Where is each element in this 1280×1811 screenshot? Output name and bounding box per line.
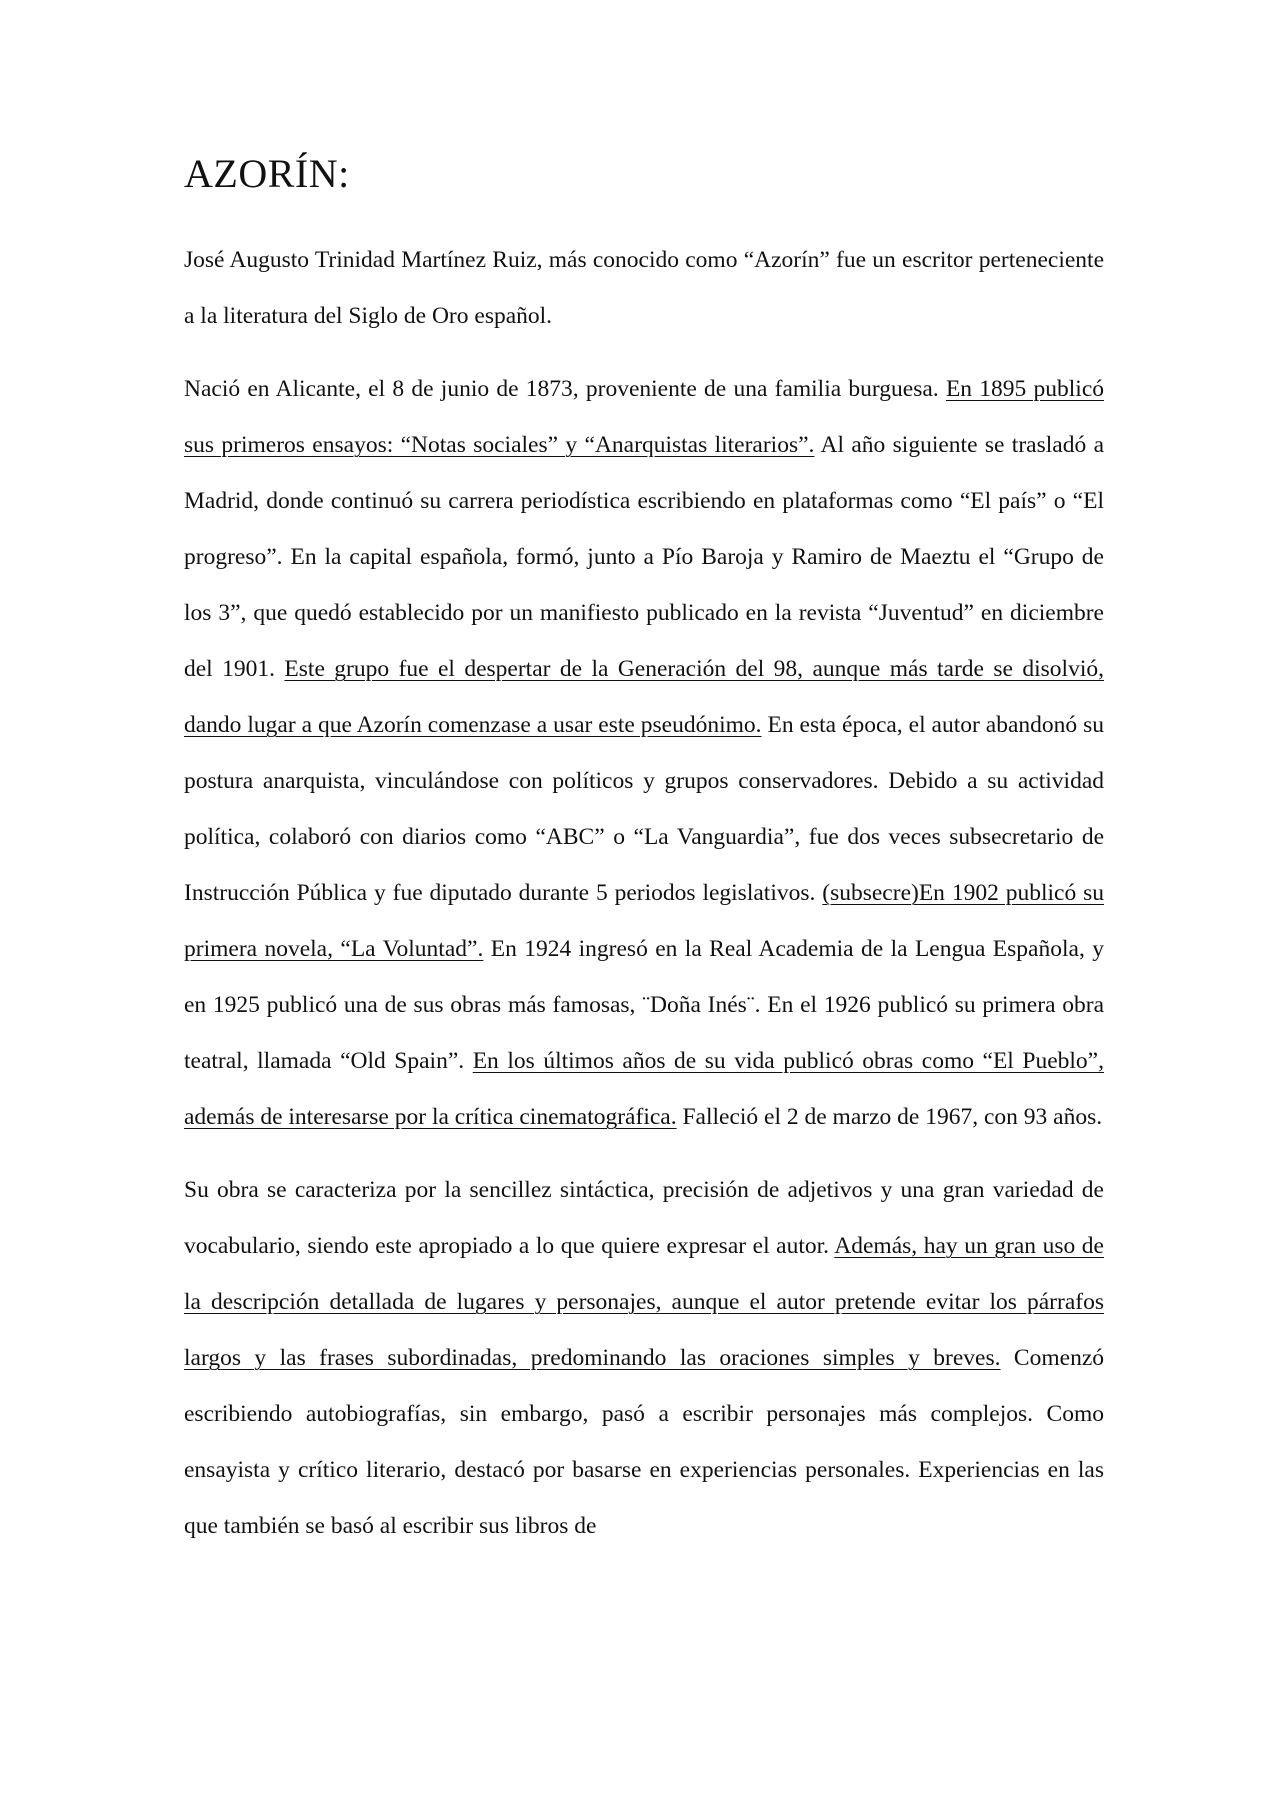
text-segment: Nació en Alicante, el 8 de junio de 1873, proveniente de una familia burguesa.	[184, 376, 946, 402]
underlined-text-segment: En 1895 publicó sus primeros ensayos: “Notas sociales” y “Anarquistas literarios”.	[184, 376, 1105, 458]
document-title: AZORÍN:	[184, 151, 350, 196]
document-body	[184, 150, 1104, 1571]
underlined-text-segment: En los últimos años de su vida publicó obras como “El Pueblo”, además de interesarse por la crítica cinematográfica.	[184, 1048, 1104, 1130]
paragraph-style	[184, 1162, 1104, 1554]
underlined-text-segment: Este grupo fue el despertar de la Generación del 98, aunque más tarde se disolvió, dando lugar a que Azorín comenzase a usar este pseudónimo.	[184, 656, 1104, 738]
paragraph-intro	[184, 232, 1104, 344]
paragraph-biography	[184, 361, 1104, 1145]
text-segment: Falleció el 2 de marzo de 1967, con 93 años.	[676, 1104, 1103, 1130]
text-segment: En esta época, el autor abandonó su postura anarquista, vinculándose con políticos y grupos conservadores. Debido a su actividad política, colaboró con diarios como “ABC” o “La Vanguardia”, fue dos veces subsecretario de Instrucción Pública y fue diputado durante 5 periodos legislativos.	[184, 712, 1104, 906]
text-segment: En 1924 ingresó en la Real Academia de la Lengua Española, y en 1925 publicó una de sus obras más famosas, ¨Doña Inés¨. En el 1926 publicó su primera obra teatral, llamada “Old Spain”.	[184, 936, 1104, 1074]
underlined-text-segment: (subsecre)En 1902 publicó su primera novela, “La Voluntad”.	[184, 880, 1104, 962]
underlined-text-segment: Además, hay un gran uso de la descripción detallada de lugares y personajes, aunque el autor pretende evitar los párrafos largos y las frases subordinadas, predominando las oraciones simples y breves.	[184, 1233, 1104, 1371]
text-segment: José Augusto Trinidad Martínez Ruiz, más conocido como “Azorín” fue un escritor perteneciente a la literatura del Siglo de Oro español.	[184, 247, 1104, 329]
text-segment: Al año siguiente se trasladó a Madrid, donde continuó su carrera periodística escribiendo en plataformas como “El país” o “El progreso”. En la capital española, formó, junto a Pío Baroja y Ramiro de Maeztu el “Grupo de los 3”, que quedó establecido por un manifiesto publicado en la revista “Juventud” en diciembre del 1901.	[184, 432, 1104, 682]
text-segment: Comenzó escribiendo autobiografías, sin embargo, pasó a escribir personajes más complejos. Como ensayista y crítico literario, destacó por basarse en experiencias personales. Experiencias en las que también se basó al escribir sus libros de	[184, 1345, 1104, 1539]
text-segment: Su obra se caracteriza por la sencillez sintáctica, precisión de adjetivos y una gran variedad de vocabulario, siendo este apropiado a lo que quiere expresar el autor.	[184, 1177, 1104, 1259]
